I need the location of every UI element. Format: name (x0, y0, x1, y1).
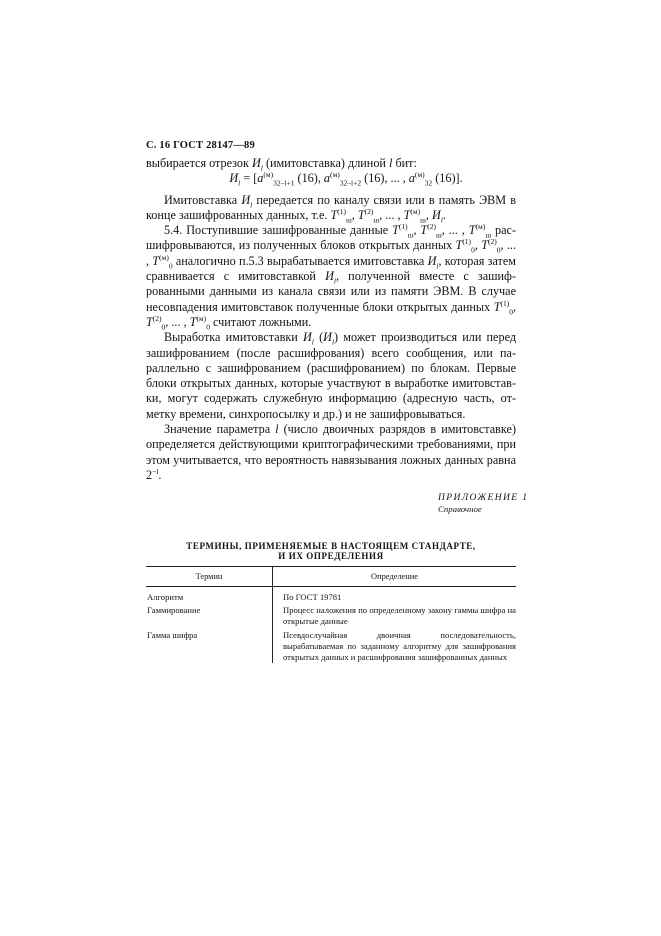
column-header-term: Термин (146, 567, 273, 587)
body-text (146, 156, 516, 483)
definition-cell: Процесс наложения по определенному закону гаммы шифра на открытые данные (283, 605, 516, 627)
terms-table (146, 566, 516, 663)
p1-text-b: (имитовставка) длиной (265, 156, 386, 170)
symbol-l: l (389, 156, 393, 170)
p1-text-a: выбирается отрезок (146, 156, 249, 170)
paragraph-2: Имитовставка $И_l$ передается по каналу связи или в память ЭВМ в конце зашифрованных данных, т.е. $T^{(1)}_ш$, $T^{(2)}_ш$, ... , $T^{(м)}_ш$, $И_l$. (146, 192, 516, 225)
column-header-definition: Определение (273, 567, 517, 587)
term-cell: Гаммирование (146, 603, 273, 627)
term-cell: Гамма шифра (146, 628, 273, 664)
page-header: С. 16 ГОСТ 28147—89 (146, 140, 255, 151)
table-row (146, 603, 516, 627)
paragraph-4: Выработка имитовставки $И_l$ $(И_l)$ может производиться или перед зашифрованием (после расшифрования) всего сообщения, или параллельно с зашифрованием (расшифрованием) по блокам. Первые блоки открытых данных, которые участвуют в выработке имитовставки, могут содержать служебную информацию (адресную часть, отметку времени, синхропосылку и др.) и не зашифровываться. (146, 330, 517, 421)
table-row (146, 587, 516, 604)
paragraph-1 (146, 156, 516, 171)
table-title: ТЕРМИНЫ, ПРИМЕНЯЕМЫЕ В НАСТОЯЩЕМ СТАНДАРТЕ, И ИХ ОПРЕДЕЛЕНИЯ (186, 541, 476, 561)
appendix-title: ПРИЛОЖЕНИЕ 1 (438, 493, 529, 503)
p1-text-c: бит: (395, 156, 417, 170)
term-cell: Алгоритм (146, 587, 273, 604)
appendix-label (438, 493, 528, 515)
symbol-imito: $И_l$ (251, 156, 263, 173)
paragraph-3: 5.4. Поступившие зашифрованные данные $T^{(1)}_ш$, $T^{(2)}_ш$, ... , $T^{(м)}_ш$ расшифровываются, из полученных блоков открытых данных $T^{(1)}_0$, $T^{(2)}_0$, ... , $T^{(м)}_0$ аналогично п.5.3 вырабатывается имитовставка $И_l$, которая затем сравнивается с имитовставкой $И_l$, полученной вместе с зашифрованными данными из канала связи или из памяти ЭВМ. В случае несовпадения имитовставок полученные блоки открытых данных $T^{(1)}_0$, $T^{(2)}_0$, ... , $T^{(м)}_0$ считают ложными. (146, 222, 517, 332)
paragraph-5: Значение параметра l (число двоичных разрядов в имитовставке) определяется действующими криптографическими требованиями, при этом учитывается, что вероятность навязывания ложных данных равна $2^{-l}$. (146, 422, 517, 482)
definition-cell: Псевдослучайная двоичная последовательность, вырабатываемая по заданному алгоритму для зашифрования открытых данных и расшифрования зашифрованных данных (283, 629, 516, 663)
appendix-note: Справочное (438, 504, 482, 514)
formula-imito: $И_l = [a^{(м)}_{32-l+1}$ (16), $a^{(м)}_{32-l+2}$ (16), ... , $a^{(м)}_{32}$ (16)]. (229, 170, 463, 188)
table-row (146, 628, 516, 664)
definition-cell: По ГОСТ 19781 (283, 592, 342, 602)
